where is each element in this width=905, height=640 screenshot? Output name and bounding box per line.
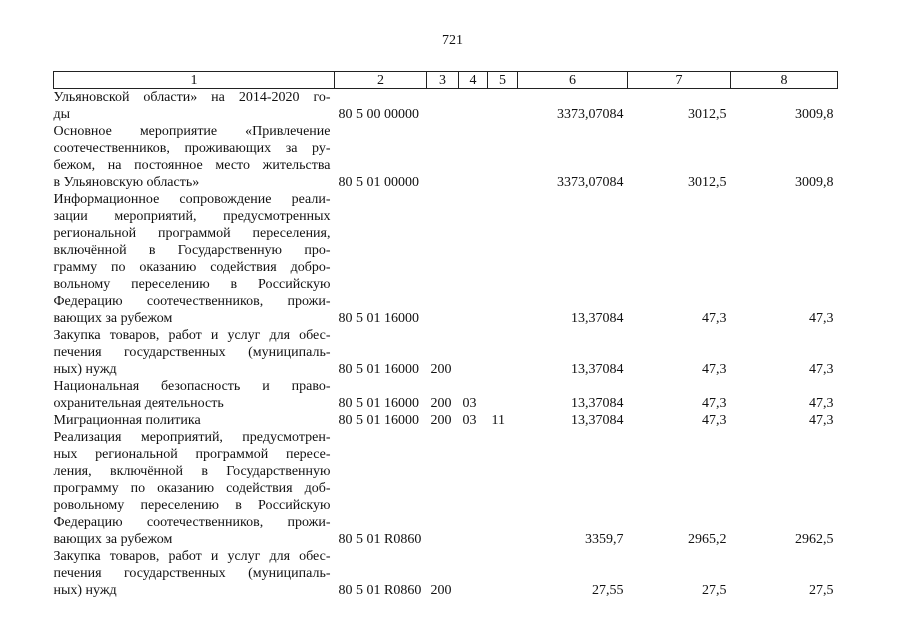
row-value-1: 3359,7 — [585, 532, 624, 547]
row-subsection — [488, 378, 518, 412]
table-row — [54, 89, 838, 124]
row-name-line: Федерацию соотечественников, прожи- — [53, 294, 331, 309]
row-subsection — [488, 327, 518, 378]
row-section: 03 — [462, 396, 477, 411]
row-code: 80 5 01 16000 — [338, 362, 419, 377]
row-name-line: вающих за рубежом — [53, 311, 173, 326]
row-name-line: в Ульяновскую область» — [53, 175, 200, 190]
row-value-1: 13,37084 — [571, 396, 624, 411]
row-name — [54, 429, 335, 548]
row-name-line: грамму по оказанию содействия добро- — [53, 260, 331, 275]
row-value-1: 13,37084 — [571, 362, 624, 377]
row-value-3: 47,3 — [809, 413, 834, 428]
row-value-2: 27,5 — [702, 583, 727, 598]
table-row — [54, 412, 838, 429]
row-expense-type: 200 — [430, 583, 452, 598]
column-header-pr: 5 — [488, 72, 518, 89]
row-name-line: зации мероприятий, предусмотренных — [53, 209, 331, 224]
row-value-1: 3373,07084 — [557, 175, 624, 190]
row-value-2: 47,3 — [702, 362, 727, 377]
row-name-line: Закупка товаров, работ и услуг для обес- — [53, 328, 331, 343]
row-name-line: Национальная безопасность и право- — [53, 379, 331, 394]
row-code: 80 5 01 16000 — [338, 311, 419, 326]
row-value-3: 27,5 — [809, 583, 834, 598]
table-header — [54, 72, 838, 89]
row-code: 80 5 01 16000 — [338, 413, 419, 428]
row-expense-type: 200 — [430, 396, 452, 411]
row-code: 80 5 01 16000 — [338, 396, 419, 411]
table-row — [54, 548, 838, 599]
row-value-1: 3373,07084 — [557, 107, 624, 122]
table-body — [54, 89, 838, 600]
table-row — [54, 123, 838, 191]
row-expense-type: 200 — [430, 413, 452, 428]
row-value-1: 13,37084 — [571, 311, 624, 326]
row-value-3: 3009,8 — [795, 107, 834, 122]
row-name-line: программу по оказанию содействия доб- — [53, 481, 331, 496]
row-value-2: 47,3 — [702, 311, 727, 326]
row-section: 03 — [462, 413, 477, 428]
table-row — [54, 327, 838, 378]
row-section — [459, 191, 488, 327]
row-name — [54, 378, 335, 412]
column-header-value-2: 7 — [628, 72, 731, 89]
row-expense-type — [427, 89, 459, 124]
row-name-line: Федерацию соотечественников, прожи- — [53, 515, 331, 530]
row-value-2: 47,3 — [702, 396, 727, 411]
row-name-line: печения государственных (муниципаль- — [53, 345, 331, 360]
row-section — [459, 327, 488, 378]
row-name-line: ления, включённой в Государственную — [53, 464, 331, 479]
column-header-code: 2 — [335, 72, 427, 89]
row-code: 80 5 01 R0860 — [338, 583, 422, 598]
column-header-value-3: 8 — [731, 72, 838, 89]
row-subsection — [488, 89, 518, 124]
row-name-line: ных) нужд — [53, 362, 117, 377]
row-subsection — [488, 429, 518, 548]
row-name — [54, 123, 335, 191]
row-name-line: ных региональной программой пересе- — [53, 447, 331, 462]
row-code: 80 5 00 00000 — [338, 107, 419, 122]
row-section — [459, 89, 488, 124]
row-value-3: 47,3 — [809, 362, 834, 377]
row-name-line: соотечественников, проживающих за ру- — [53, 141, 331, 156]
row-value-2: 2965,2 — [688, 532, 727, 547]
table-row — [54, 378, 838, 412]
row-name-line: Ульяновской области» на 2014-2020 го- — [53, 90, 331, 105]
column-header-value-1: 6 — [518, 72, 628, 89]
budget-table-container — [53, 71, 837, 599]
row-value-3: 2962,5 — [795, 532, 834, 547]
row-name — [54, 191, 335, 327]
row-name — [54, 327, 335, 378]
row-section — [459, 123, 488, 191]
table-row — [54, 191, 838, 327]
row-subsection: 11 — [491, 413, 505, 428]
row-section — [459, 429, 488, 548]
row-value-1: 13,37084 — [571, 413, 624, 428]
row-name-line: бежом, на постоянное место жительства — [53, 158, 331, 173]
row-name-line: Миграционная политика — [53, 413, 201, 428]
column-header-name: 1 — [54, 72, 335, 89]
row-name-line: региональной программой переселения, — [53, 226, 331, 241]
row-name-line: вающих за рубежом — [53, 532, 173, 547]
row-value-2: 3012,5 — [688, 175, 727, 190]
row-name-line: ровольному переселению в Российскую — [53, 498, 331, 513]
budget-table — [53, 71, 838, 599]
row-name — [54, 548, 335, 599]
header-row — [54, 72, 838, 89]
row-name-line: включённой в Государственную про- — [53, 243, 331, 258]
row-section — [459, 548, 488, 599]
row-name-line: вольному переселению в Российскую — [53, 277, 331, 292]
row-subsection — [488, 123, 518, 191]
row-expense-type — [427, 429, 459, 548]
row-name-line: Основное мероприятие «Привлечение — [53, 124, 331, 139]
column-header-rz: 4 — [459, 72, 488, 89]
row-code: 80 5 01 00000 — [338, 175, 419, 190]
row-name-line: Реализация мероприятий, предусмотрен- — [53, 430, 331, 445]
row-name-line: Закупка товаров, работ и услуг для обес- — [53, 549, 331, 564]
row-subsection — [488, 548, 518, 599]
row-value-1: 27,55 — [592, 583, 624, 598]
row-name — [54, 412, 335, 429]
row-value-2: 47,3 — [702, 413, 727, 428]
row-name — [54, 89, 335, 124]
row-value-3: 47,3 — [809, 396, 834, 411]
row-expense-type — [427, 123, 459, 191]
row-value-3: 47,3 — [809, 311, 834, 326]
row-name-line: охранительная деятельность — [53, 396, 224, 411]
page-number: 721 — [442, 33, 463, 48]
row-name-line: Информационное сопровождение реали- — [53, 192, 331, 207]
column-header-vr: 3 — [427, 72, 459, 89]
row-name-line: ных) нужд — [53, 583, 117, 598]
row-value-2: 3012,5 — [688, 107, 727, 122]
table-row — [54, 429, 838, 548]
row-subsection — [488, 191, 518, 327]
row-code: 80 5 01 R0860 — [338, 532, 422, 547]
row-name-line: ды — [53, 107, 71, 122]
row-name-line: печения государственных (муниципаль- — [53, 566, 331, 581]
row-value-3: 3009,8 — [795, 175, 834, 190]
row-expense-type — [427, 191, 459, 327]
row-expense-type: 200 — [430, 362, 452, 377]
